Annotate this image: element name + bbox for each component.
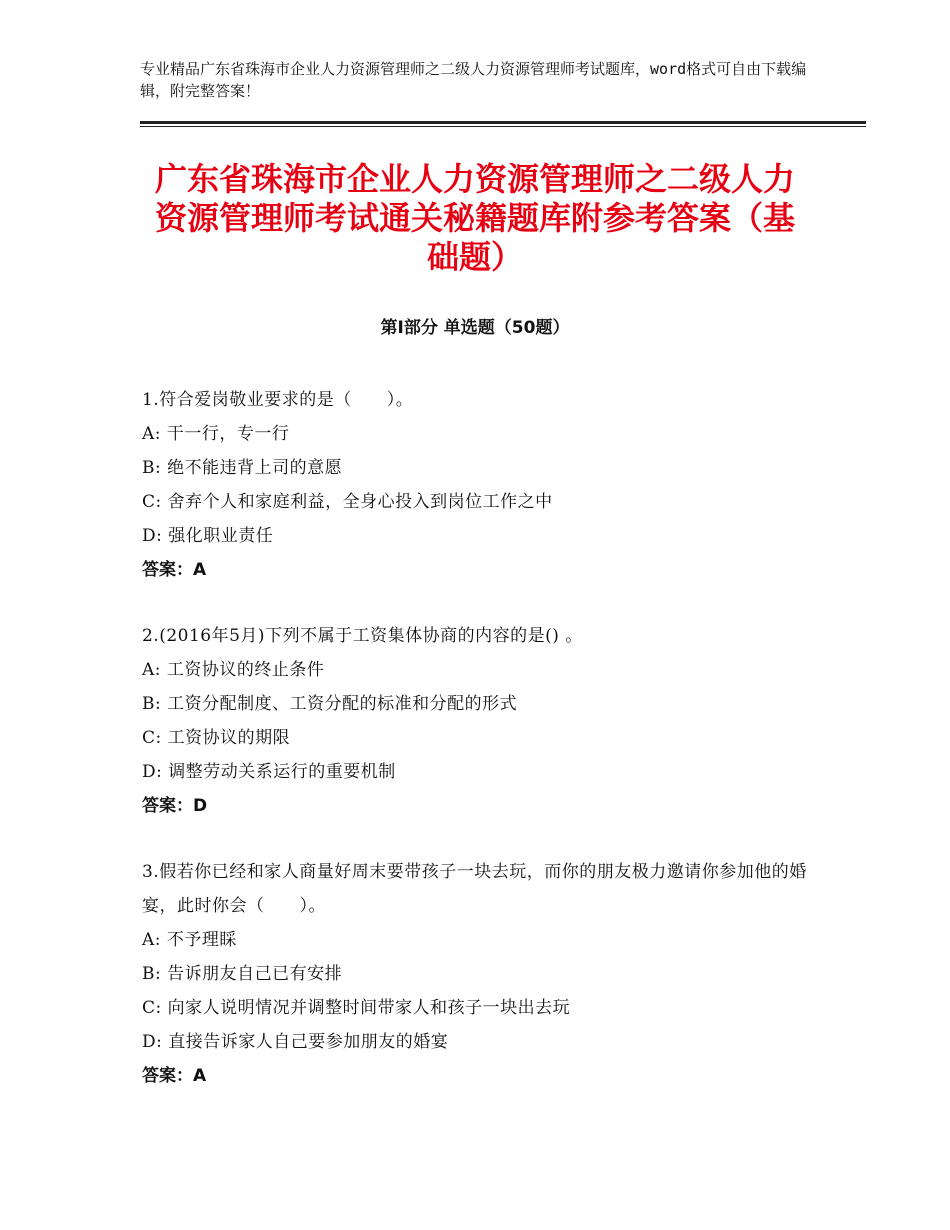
question-text: 1.符合爱岗敬业要求的是（ ）。 — [142, 390, 414, 410]
option-d: D: 直接告诉家人自己要参加朋友的婚宴 — [142, 1032, 449, 1052]
option-c: C: 工资协议的期限 — [142, 728, 291, 748]
document-title: 广东省珠海市企业人力资源管理师之二级人力资源管理师考试通关秘籍题库附参考答案（基础题） — [154, 160, 795, 276]
option-b: B: 绝不能违背上司的意愿 — [142, 458, 343, 478]
question-1 — [142, 383, 812, 587]
header-rule-thick — [140, 121, 866, 124]
option-a: A: 工资协议的终止条件 — [142, 660, 325, 680]
header-rule-thin — [140, 126, 866, 127]
option-a: A: 不予理睬 — [142, 930, 237, 950]
answer: 答案：D — [142, 796, 208, 816]
option-c: C: 舍弃个人和家庭利益，全身心投入到岗位工作之中 — [142, 492, 553, 512]
option-a: A: 干一行，专一行 — [142, 424, 290, 444]
section-heading: 第Ⅰ部分 单选题（50题） — [380, 318, 570, 338]
answer: 答案：A — [142, 1066, 207, 1086]
option-b: B: 工资分配制度、工资分配的标准和分配的形式 — [142, 694, 518, 714]
option-b: B: 告诉朋友自己已有安排 — [142, 964, 343, 984]
question-text: 3.假若你已经和家人商量好周末要带孩子一块去玩，而你的朋友极力邀请你参加他的婚宴，此时你会（ ）。 — [142, 862, 807, 916]
answer: 答案：A — [142, 560, 207, 580]
option-c: C: 向家人说明情况并调整时间带家人和孩子一块出去玩 — [142, 998, 571, 1018]
question-list — [142, 383, 812, 1125]
option-d: D: 强化职业责任 — [142, 526, 274, 546]
question-2 — [142, 619, 812, 823]
header-note: 专业精品广东省珠海市企业人力资源管理师之二级人力资源管理师考试题库，word格式可自由下载编辑，附完整答案！ — [140, 60, 807, 100]
question-3 — [142, 855, 812, 1093]
option-d: D: 调整劳动关系运行的重要机制 — [142, 762, 396, 782]
question-text: 2.(2016年5月)下列不属于工资集体协商的内容的是() 。 — [142, 626, 583, 646]
